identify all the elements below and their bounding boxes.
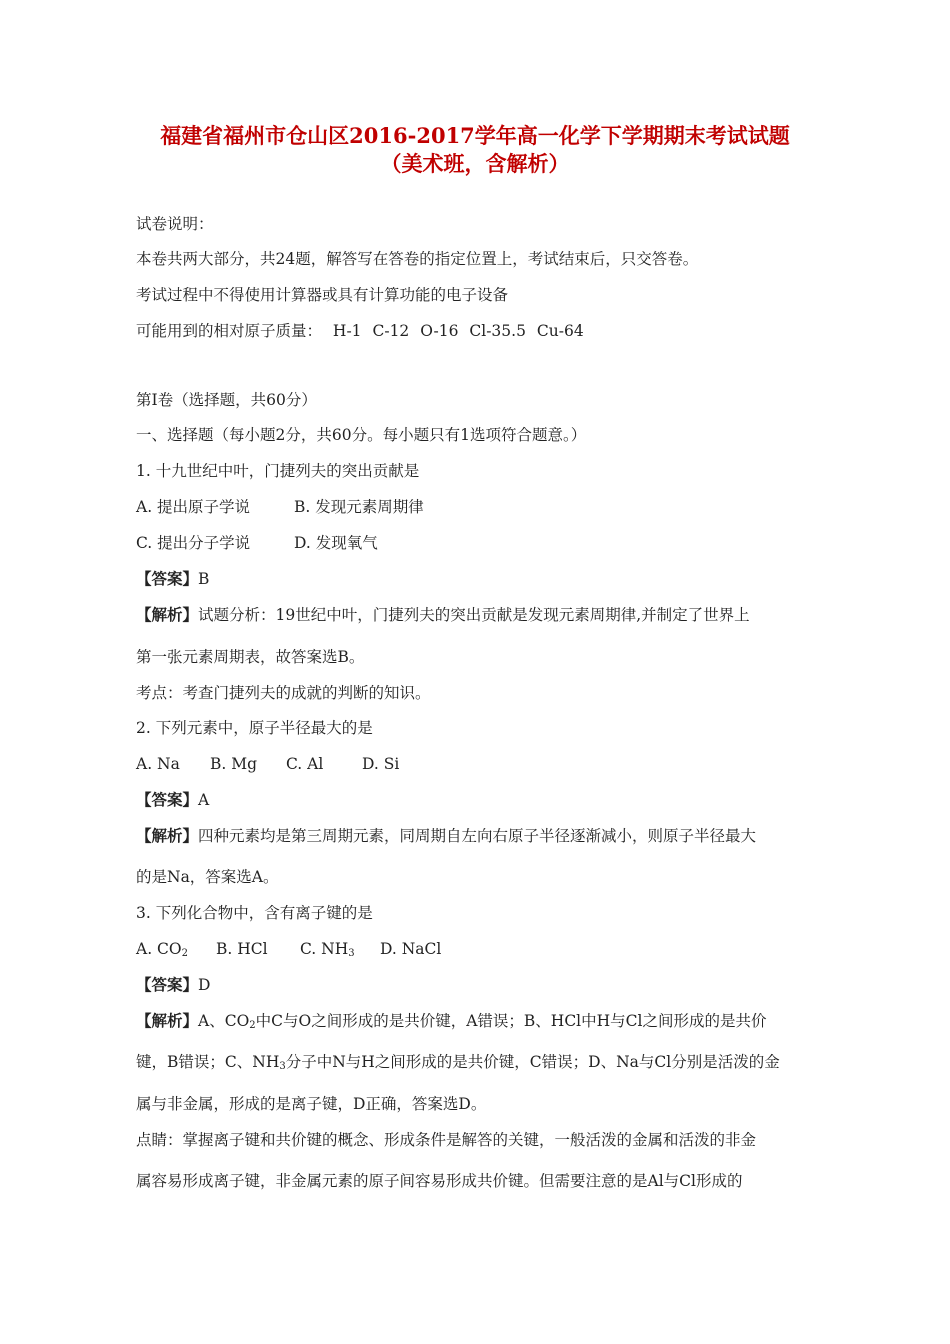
question-1-point: 考点：考查门捷列夫的成就的判断的知识。	[136, 684, 431, 702]
question-3-answer-value: D	[198, 976, 211, 994]
question-2-stem: 2. 下列元素中，原子半径最大的是	[136, 719, 373, 737]
question-1-option-c: C. 提出分子学说	[136, 534, 251, 552]
analysis-label: 【解析】	[136, 1011, 199, 1030]
question-2-option-a: A. Na	[136, 755, 180, 773]
intro-atomic-masses: 可能用到的相对原子质量： H-1 C-12 O-16 Cl-35.5 Cu-64	[136, 322, 584, 340]
question-3-option-a: A. $CO_2$	[136, 940, 188, 959]
question-2-option-c: C. Al	[286, 755, 324, 773]
question-3-stem: 3. 下列化合物中，含有离子键的是	[136, 904, 373, 922]
question-3-option-b: B. HCl	[216, 940, 268, 958]
section-heading: 一、选择题（每小题2分，共60分。每小题只有1选项符合题意。）	[136, 426, 587, 444]
analysis-label: 【解析】	[136, 826, 199, 845]
question-2-analysis-text1: 四种元素均是第三周期元素，同周期自左向右原子半径逐渐减小，则原子半径最大	[198, 827, 757, 845]
question-1-option-a: A. 提出原子学说	[136, 498, 251, 516]
question-2-option-b: B. Mg	[210, 755, 258, 773]
question-2-answer-value: A	[198, 791, 210, 809]
question-1-option-b: B. 发现元素周期律	[294, 498, 424, 516]
question-3-tip-line2: 属容易形成离子键，非金属元素的原子间容易形成共价键。但需要注意的是Al与Cl形成的	[136, 1172, 743, 1190]
question-1-option-d: D. 发现氧气	[294, 534, 378, 552]
question-1-stem: 1. 十九世纪中叶，门捷列夫的突出贡献是	[136, 462, 420, 480]
intro-paragraph-2: 考试过程中不得使用计算器或具有计算功能的电子设备	[136, 286, 509, 304]
question-3-analysis-line3: 属与非金属，形成的是离子键，D正确，答案选D。	[136, 1095, 487, 1113]
question-1-analysis-line2: 第一张元素周期表，故答案选B。	[136, 648, 365, 666]
question-2-analysis-line1	[136, 825, 756, 847]
part1-heading: 第Ⅰ卷（选择题，共60分）	[136, 391, 317, 409]
intro-heading: 试卷说明：	[136, 215, 214, 233]
answer-label: 【答案】	[136, 975, 199, 994]
document-title-line2: （美术班，含解析）	[380, 151, 570, 176]
question-1-analysis-line1	[136, 604, 750, 626]
question-3-analysis-line2: 键，B错误；C、$NH_3$分子中N与H之间形成的是共价键，C错误；D、Na与Cl分别是活泼的金	[136, 1053, 780, 1072]
question-1-analysis-text1: 试题分析：19世纪中叶，门捷列夫的突出贡献是发现元素周期律,并制定了世界上	[198, 606, 750, 624]
question-3-answer	[136, 974, 210, 996]
question-1-options-row1	[136, 496, 424, 518]
question-3-options	[136, 938, 441, 965]
question-2-answer	[136, 789, 209, 811]
question-3-analysis-line1: 【解析】A、$CO_2$中C与O之间形成的是共价键，A错误；B、HCl中H与Cl之间形成的是共价	[136, 1011, 767, 1031]
document-title-line1: 福建省福州市仓山区2016-2017学年高一化学下学期期末考试试题	[160, 123, 790, 148]
analysis-label: 【解析】	[136, 605, 199, 624]
question-1-options-row2	[136, 532, 378, 554]
question-1-answer	[136, 568, 209, 590]
intro-paragraph-1: 本卷共两大部分，共24题，解答写在答卷的指定位置上，考试结束后，只交答卷。	[136, 250, 699, 268]
question-3-tip-line1: 点睛：掌握离子键和共价键的概念、形成条件是解答的关键，一般活泼的金属和活泼的非金	[136, 1131, 757, 1149]
question-2-option-d: D. Si	[362, 755, 400, 773]
question-3-option-c: C. $NH_3$	[300, 940, 355, 959]
question-1-answer-value: B	[198, 570, 210, 588]
answer-label: 【答案】	[136, 569, 199, 588]
answer-label: 【答案】	[136, 790, 199, 809]
question-2-analysis-line2: 的是Na，答案选A。	[136, 868, 279, 886]
question-3-option-d: D. NaCl	[380, 940, 442, 958]
question-2-options	[136, 753, 399, 775]
